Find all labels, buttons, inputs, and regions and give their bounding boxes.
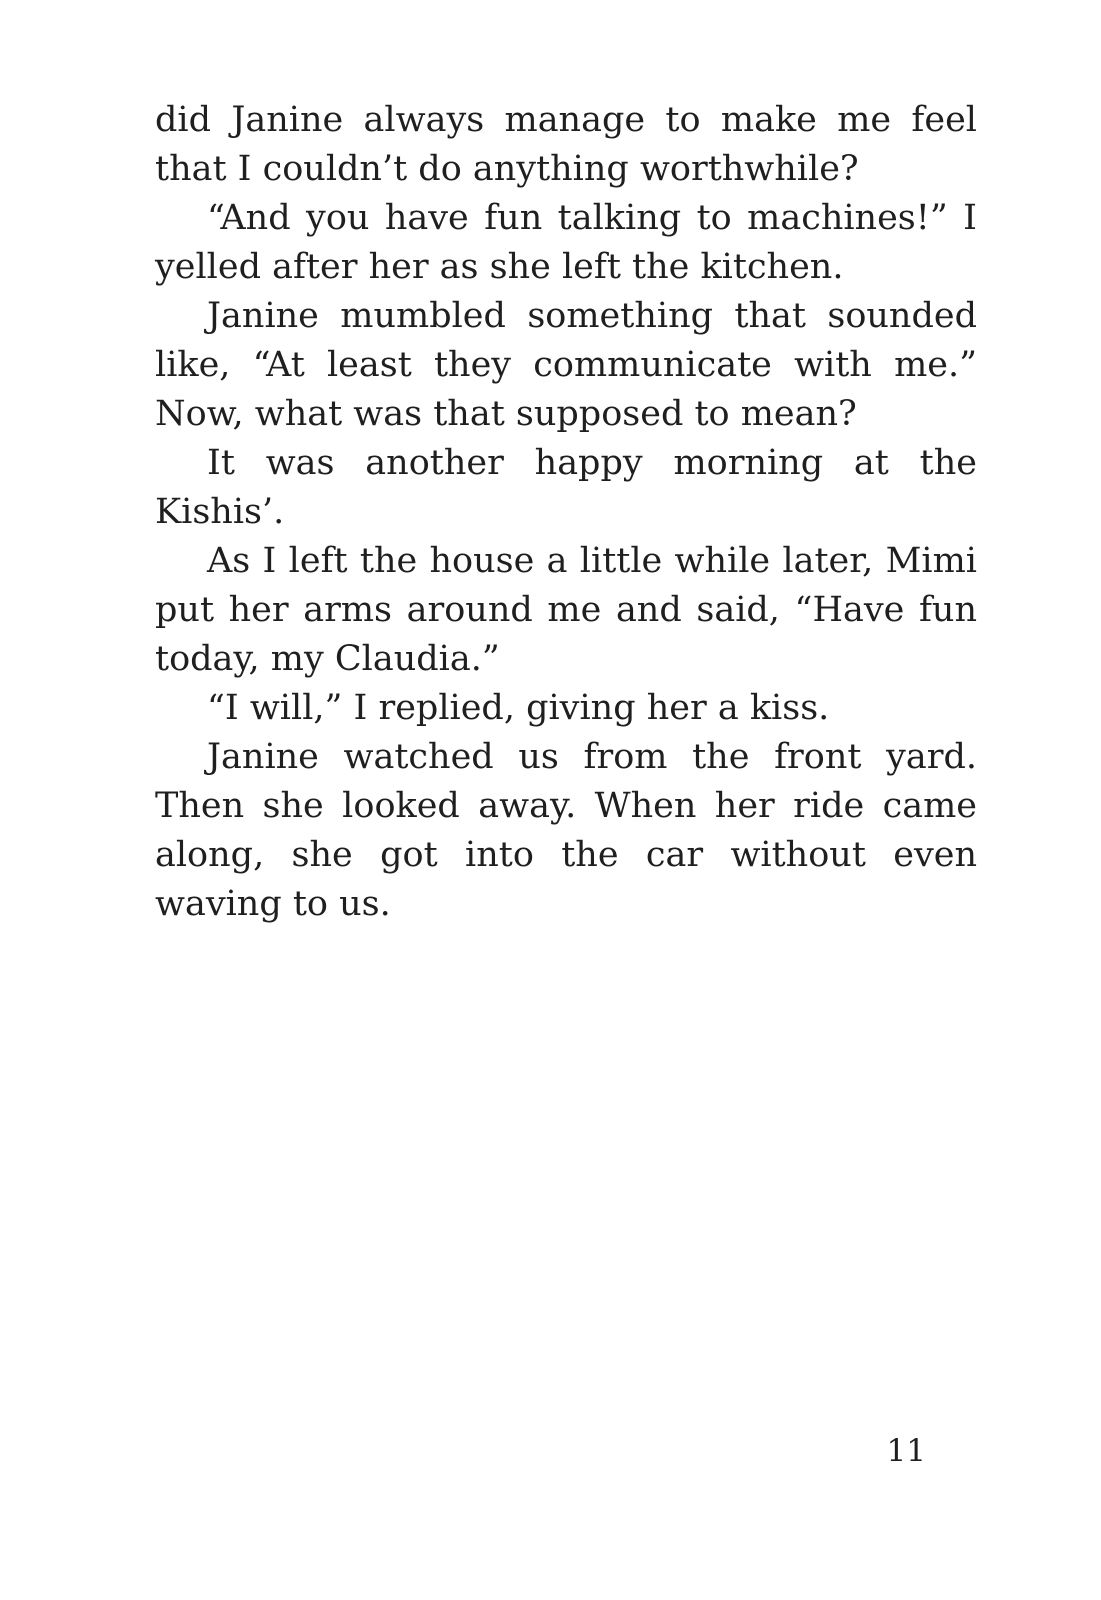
page-number: 11 bbox=[886, 1433, 926, 1469]
paragraph-continuation: did Janine always manage to make me feel that I couldn’t do anything worthwhile? bbox=[155, 100, 977, 189]
paragraph: “And you have fun talking to machines!” I yelled after her as she left the kitchen. bbox=[155, 198, 977, 287]
paragraph: “I will,” I replied, giving her a kiss. bbox=[207, 688, 830, 728]
paragraph: Janine watched us from the front yard. Then she looked away. When her ride came along, she got into the car without even waving to us. bbox=[155, 737, 977, 924]
paragraph: Janine mumbled something that sounded like, “At least they communicate with me.” Now, what was that supposed to mean? bbox=[155, 296, 977, 434]
paragraph: It was another happy morning at the Kishis’. bbox=[155, 443, 977, 532]
paragraph: As I left the house a little while later, Mimi put her arms around me and said, “Have fun today, my Claudia.” bbox=[155, 541, 977, 679]
body-text bbox=[155, 96, 977, 929]
